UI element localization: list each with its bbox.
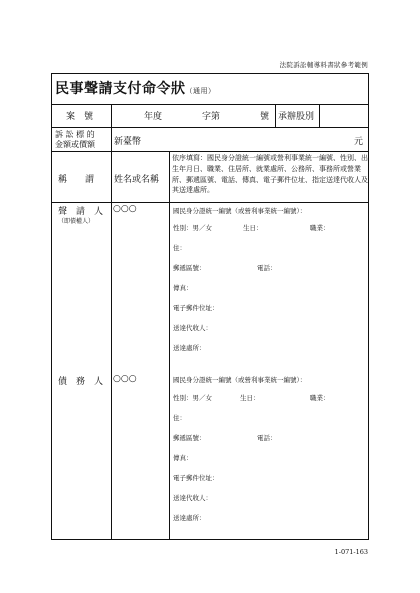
applicant-occupation-field: 職業： [310, 224, 330, 232]
currency-label: 新臺幣 [114, 137, 142, 147]
name-label: 姓名或名稱 [114, 175, 160, 185]
applicant-agent-field: 送達代收人： [173, 324, 212, 332]
debtor-address-field: 住： [173, 414, 186, 422]
applicant-gender-field: 性別：男／女 [173, 224, 212, 232]
debtor-fax-field: 傳真： [173, 454, 193, 462]
applicant-role-sub: （即債權人） [58, 218, 95, 225]
debtor-birth-field: 生日： [240, 394, 260, 402]
divider [52, 151, 368, 152]
amount-label-line2: 金額或價額 [55, 140, 95, 149]
title-label: 稱 謂 [58, 175, 95, 185]
divider [52, 104, 368, 105]
debtor-occupation-field: 職業： [310, 394, 330, 402]
case-number-label: 案 號 [66, 112, 94, 122]
applicant-fax-field: 傳真： [173, 284, 193, 292]
applicant-phone-field: 電話： [257, 264, 277, 272]
case-word-label: 字第 [202, 112, 221, 122]
case-year-label: 年度 [144, 112, 163, 122]
case-no-label: 號 [260, 112, 270, 122]
applicant-address-field: 住： [173, 244, 186, 252]
column-divider [275, 104, 276, 127]
debtor-email-field: 電子郵件位址： [173, 474, 219, 482]
debtor-name: ○○○ [113, 374, 137, 384]
form-title: 民事聲請支付命令狀（通用） [55, 81, 216, 97]
unit-label: 元 [354, 137, 364, 147]
applicant-postal-field: 郵遞區號： [173, 264, 206, 272]
debtor-agent-field: 送達代收人： [173, 494, 212, 502]
column-divider [111, 104, 112, 540]
applicant-id-field: 國民身分證統一編號（或營利事業統一編號）： [173, 207, 307, 215]
debtor-phone-field: 電話： [257, 434, 277, 442]
debtor-role: 債 務 人 [58, 377, 104, 387]
applicant-service-field: 送達處所： [173, 344, 206, 352]
debtor-gender-field: 性別：男／女 [173, 394, 212, 402]
debtor-id-field: 國民身分證統一編號（或營利事業統一編號）： [173, 376, 307, 384]
form-frame [51, 73, 369, 540]
applicant-role: 聲 請 人 [58, 207, 104, 217]
divider [52, 127, 368, 128]
column-divider [319, 104, 320, 127]
instructions-text: 依序填寫：國民身分證統一編號或營利事業統一編號、性別、出生年月日、職業、住居所、就業處所、公務所、事務所或營業所、郵遞區號、電話、傳真、電子郵件位址、指定送達代收人及其送達處所。 [172, 154, 368, 195]
form-code: 1-071-163 [334, 548, 368, 556]
divider [52, 202, 368, 203]
division-label: 承辦股別 [278, 112, 315, 122]
amount-label-line1: 訴 訟 標 的 [55, 130, 95, 139]
applicant-name: ○○○ [113, 204, 137, 214]
applicant-email-field: 電子郵件位址： [173, 304, 219, 312]
column-divider [169, 151, 170, 540]
debtor-postal-field: 郵遞區號： [173, 434, 206, 442]
header-note: 法院訴訟輔導料書狀參考範例 [279, 61, 368, 69]
form-title-sub: （通用） [185, 87, 216, 95]
debtor-service-field: 送達處所： [173, 514, 206, 522]
applicant-birth-field: 生日： [243, 224, 263, 232]
